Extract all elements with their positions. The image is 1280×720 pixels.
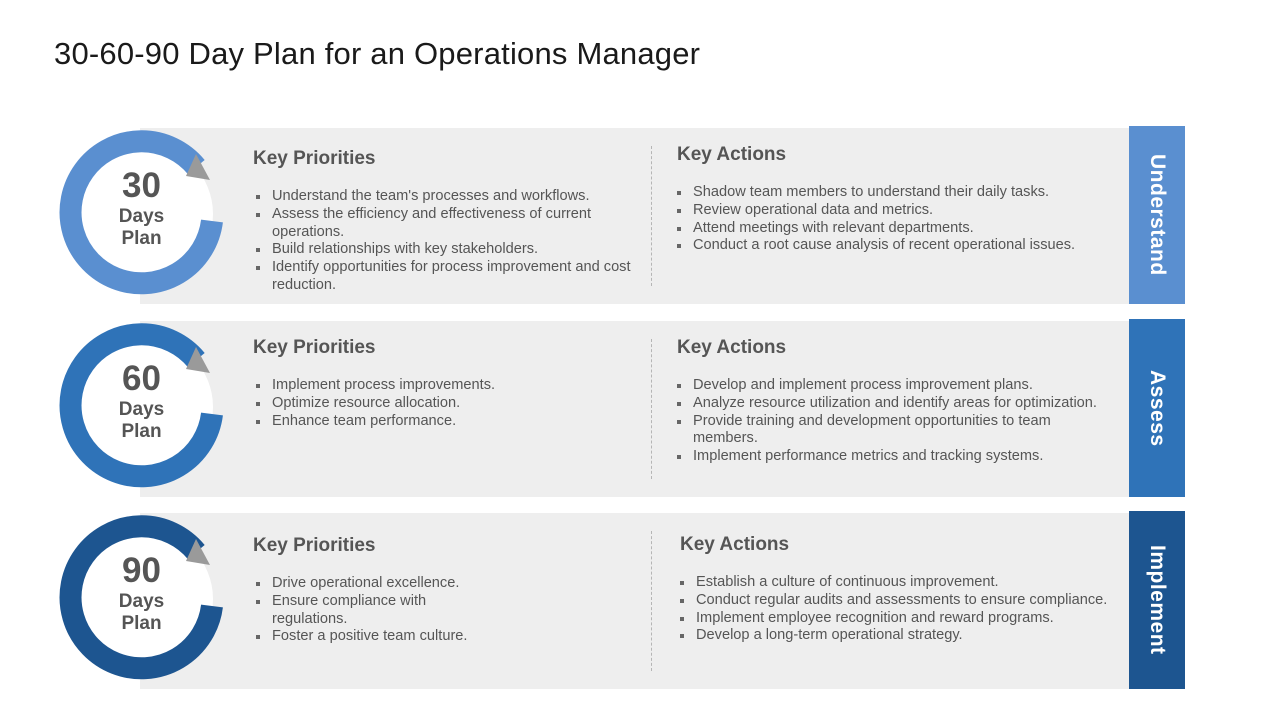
phase-label: Understand xyxy=(1146,154,1169,276)
ring-label xyxy=(84,359,199,443)
priorities-heading: Key Priorities xyxy=(253,337,376,358)
list-item: Optimize resource allocation. xyxy=(254,395,634,413)
list-item: Implement process improvements. xyxy=(254,377,634,395)
list-item: Analyze resource utilization and identify areas for optimization. xyxy=(675,395,1115,413)
day-number: 60 xyxy=(122,359,161,398)
list-item: Conduct a root cause analysis of recent operational issues. xyxy=(675,237,1115,255)
list-item: Ensure compliance with regulations. xyxy=(254,593,469,629)
list-item: Review operational data and metrics. xyxy=(675,202,1115,220)
days-label: Days xyxy=(118,399,165,420)
priorities-list xyxy=(254,377,634,430)
priorities-heading: Key Priorities xyxy=(253,535,376,556)
phase-label: Assess xyxy=(1146,369,1169,447)
days-label: Days xyxy=(118,591,165,612)
list-item: Develop a long-term operational strategy. xyxy=(678,627,1118,645)
phase-label: Implement xyxy=(1146,545,1169,655)
day-number: 30 xyxy=(122,166,161,205)
list-item: Provide training and development opportunities to team members. xyxy=(675,413,1115,449)
list-item: Shadow team members to understand their daily tasks. xyxy=(675,184,1115,202)
plan-label: Plan xyxy=(121,421,162,442)
list-item: Implement performance metrics and tracking systems. xyxy=(675,448,1115,466)
list-item: Identify opportunities for process improvement and cost reduction. xyxy=(254,259,634,295)
plan-label: Plan xyxy=(121,613,162,634)
column-divider xyxy=(651,339,652,479)
priorities-heading: Key Priorities xyxy=(253,148,376,169)
list-item: Conduct regular audits and assessments to ensure compliance. xyxy=(678,592,1118,610)
phase-tab xyxy=(1129,126,1185,304)
actions-heading: Key Actions xyxy=(680,534,790,555)
phase-tab xyxy=(1129,319,1185,497)
list-item: Understand the team's processes and workflows. xyxy=(254,188,634,206)
list-item: Establish a culture of continuous improvement. xyxy=(678,574,1118,592)
list-item: Assess the efficiency and effectiveness of current operations. xyxy=(254,206,634,242)
priorities-list xyxy=(254,188,634,295)
column-divider xyxy=(651,531,652,671)
ring-label xyxy=(84,166,199,250)
actions-heading: Key Actions xyxy=(677,144,787,165)
plan-row-60 xyxy=(0,321,1280,497)
plan-row-30 xyxy=(0,128,1280,304)
list-item: Drive operational excellence. xyxy=(254,575,469,593)
list-item: Build relationships with key stakeholders. xyxy=(254,241,634,259)
list-item: Foster a positive team culture. xyxy=(254,628,469,646)
actions-list xyxy=(675,184,1115,255)
plan-row-90 xyxy=(0,513,1280,689)
plan-label: Plan xyxy=(121,228,162,249)
actions-list xyxy=(678,574,1118,645)
priorities-list xyxy=(254,575,469,646)
list-item: Develop and implement process improvement plans. xyxy=(675,377,1115,395)
phase-tab xyxy=(1129,511,1185,689)
page-title: 30-60-90 Day Plan for an Operations Manager xyxy=(54,36,701,71)
day-number: 90 xyxy=(122,551,161,590)
actions-heading: Key Actions xyxy=(677,337,787,358)
ring-label xyxy=(84,551,199,635)
list-item: Attend meetings with relevant departments. xyxy=(675,220,1115,238)
list-item: Enhance team performance. xyxy=(254,413,634,431)
actions-list xyxy=(675,377,1115,466)
column-divider xyxy=(651,146,652,286)
list-item: Implement employee recognition and reward programs. xyxy=(678,610,1118,628)
days-label: Days xyxy=(118,206,165,227)
